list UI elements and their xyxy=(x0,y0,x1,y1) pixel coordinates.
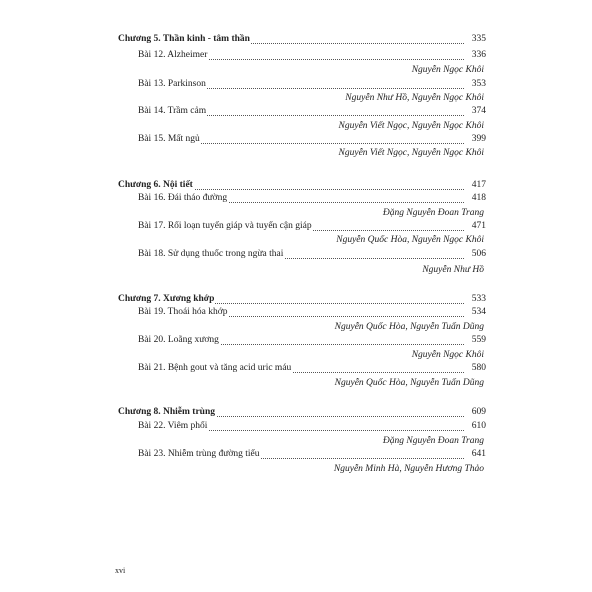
page-footer-number: xvi xyxy=(115,566,126,575)
lesson-authors: Nguyễn Viết Ngọc, Nguyễn Ngọc Khôi xyxy=(338,121,484,131)
lesson-title: Bài 18. Sử dụng thuốc trong ngừa thai xyxy=(138,249,284,259)
page-number: 336 xyxy=(464,48,486,62)
lesson-title: Bài 22. Viêm phổi xyxy=(138,421,208,431)
lesson-authors: Nguyễn Viết Ngọc, Nguyễn Ngọc Khôi xyxy=(338,148,484,158)
lesson-title: Bài 16. Đái tháo đường xyxy=(138,193,228,203)
lesson-authors: Nguyễn Quốc Hòa, Nguyễn Tuấn Dũng xyxy=(334,322,484,332)
page-number: 399 xyxy=(464,132,486,146)
page-number: 471 xyxy=(464,219,486,233)
page-number: 353 xyxy=(464,77,486,91)
toc-lesson-16[interactable] xyxy=(0,191,592,205)
lesson-title: Bài 23. Nhiễm trùng đường tiểu xyxy=(138,449,260,459)
lesson-authors: Nguyễn Ngọc Khôi xyxy=(411,65,484,75)
lesson-authors: Nguyễn Như Hồ, Nguyễn Ngọc Khôi xyxy=(345,93,484,103)
page-number: 418 xyxy=(464,191,486,205)
lesson-title: Bài 19. Thoái hóa khớp xyxy=(138,307,228,317)
lesson-title: Bài 17. Rối loạn tuyến giáp và tuyến cận giáp xyxy=(138,221,312,231)
toc-chapter-5[interactable] xyxy=(0,32,592,46)
page-number: 559 xyxy=(464,333,486,347)
lesson-authors: Nguyễn Minh Hà, Nguyễn Hương Thảo xyxy=(333,464,484,474)
page-number: 641 xyxy=(464,447,486,461)
lesson-authors: Nguyễn Ngọc Khôi xyxy=(411,350,484,360)
toc-lesson-20[interactable] xyxy=(0,333,592,347)
page-number: 609 xyxy=(464,405,486,419)
toc-lesson-23[interactable] xyxy=(0,447,592,461)
lesson-title: Bài 14. Trầm cảm xyxy=(138,106,207,116)
lesson-title: Bài 12. Alzheimer xyxy=(138,50,208,60)
lesson-title: Bài 20. Loãng xương xyxy=(138,335,219,345)
toc-lesson-13[interactable] xyxy=(0,77,592,91)
lesson-authors: Nguyễn Quốc Hòa, Nguyễn Ngọc Khôi xyxy=(336,235,484,245)
chapter-title: Chương 5. Thần kinh - tâm thần xyxy=(118,34,250,44)
lesson-authors: Nguyễn Như Hồ xyxy=(422,265,484,275)
page-number: 374 xyxy=(464,104,486,118)
lesson-authors: Nguyễn Quốc Hòa, Nguyễn Tuấn Dũng xyxy=(334,378,484,388)
toc-lesson-21[interactable] xyxy=(0,361,592,375)
lesson-authors: Đặng Nguyễn Đoan Trang xyxy=(382,436,484,446)
chapter-title: Chương 6. Nội tiết xyxy=(118,180,193,190)
chapter-title: Chương 7. Xương khớp xyxy=(118,294,215,304)
toc-lesson-17[interactable] xyxy=(0,219,592,233)
lesson-title: Bài 15. Mất ngủ xyxy=(138,134,200,144)
toc-lesson-15[interactable] xyxy=(0,132,592,146)
page-number: 580 xyxy=(464,361,486,375)
page-number: 534 xyxy=(464,305,486,319)
lesson-title: Bài 13. Parkinson xyxy=(138,79,206,89)
page-number: 533 xyxy=(464,292,486,306)
toc-lesson-19[interactable] xyxy=(0,305,592,319)
page-number: 335 xyxy=(464,32,486,46)
toc-lesson-12[interactable] xyxy=(0,48,592,62)
toc-lesson-22[interactable] xyxy=(0,419,592,433)
toc-lesson-14[interactable] xyxy=(0,104,592,118)
lesson-title: Bài 21. Bệnh gout và tăng acid uric máu xyxy=(138,363,292,373)
page-number: 610 xyxy=(464,419,486,433)
lesson-authors: Đặng Nguyễn Đoan Trang xyxy=(382,208,484,218)
toc-lesson-18[interactable] xyxy=(0,247,592,261)
page-number: 417 xyxy=(464,178,486,192)
page-number: 506 xyxy=(464,247,486,261)
chapter-title: Chương 8. Nhiễm trùng xyxy=(118,407,215,417)
